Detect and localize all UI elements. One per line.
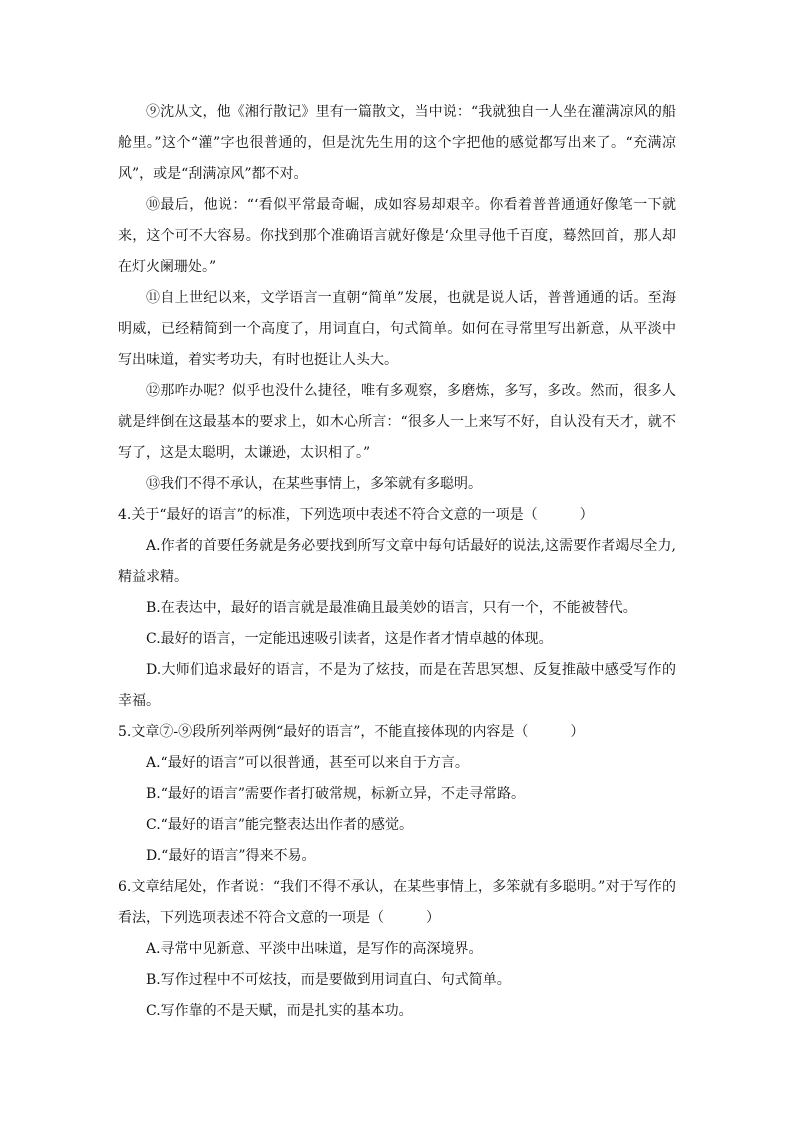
- question-4-option-c: C.最好的语言，一定能迅速吸引读者，这是作者才情卓越的体现。: [146, 631, 553, 647]
- document-page: [118, 97, 676, 1027]
- question-5-option-d: D.“最好的语言”得来不易。: [146, 848, 316, 864]
- passage-paragraph-12: ⑫那咋办呢？似乎也没什么捷径，唯有多观察，多磨炼，多写，多改。然而，很多人就是绊倒在这最基本的要求上，如木心所言：“很多人一上来写不好，自认没有天才，就不写了，这是太聪明，太谦逊，太识相了。”: [118, 383, 676, 461]
- question-4-option-d: D.大师们追求最好的语言，不是为了炫技，而是在苦思冥想、反复推敲中感受写作的幸福。: [118, 662, 676, 709]
- question-4-option-b: B.在表达中，最好的语言就是最准确且最美妙的语言，只有一个，不能被替代。: [146, 600, 637, 616]
- passage-paragraph-9: ⑨沈从文，他《湘行散记》里有一篇散文，当中说：“我就独自一人坐在灌满凉风的船舱里。”这个“灌”字也很普通的，但是沈先生用的这个字把他的感觉都写出来了。“充满凉风”，或是“刮满凉风”都不对。: [118, 104, 676, 182]
- question-6-stem: 6.文章结尾处，作者说：“我们不得不承认，在某些事情上，多笨就有多聪明。”对于写作的看法，下列选项表述不符合文意的一项是（ ）: [118, 879, 676, 926]
- question-4-option-a: A.作者的首要任务就是务必要找到所写文章中每句话最好的说法,这需要作者竭尽全力,精益求精。: [118, 538, 676, 585]
- question-5-option-a: A.“最好的语言”可以很普通，甚至可以来自于方言。: [146, 755, 469, 771]
- question-5-stem: 5.文章⑦-⑨段所列举两例“最好的语言”，不能直接体现的内容是（ ）: [118, 724, 585, 740]
- question-6-option-c: C.写作靠的不是天赋，而是扎实的基本功。: [146, 1003, 413, 1019]
- question-6-option-b: B.写作过程中不可炫技，而是要做到用词直白、句式简单。: [146, 972, 511, 988]
- passage-paragraph-10: ⑩最后，他说：“‘看似平常最奇崛，成如容易却艰辛。你看着普普通通好像笔一下就来，这个可不大容易。你找到那个准确语言就好像是‘众里寻他千百度，蓦然回首，那人却在灯火阑珊处。”: [118, 197, 676, 275]
- question-5-option-b: B.“最好的语言”需要作者打破常规，标新立异，不走寻常路。: [146, 786, 526, 802]
- question-4-stem: 4.关于“最好的语言”的标准，下列选项中表述不符合文意的一项是（ ）: [118, 507, 594, 523]
- passage-paragraph-11: ⑪自上世纪以来，文学语言一直朝“简单”发展，也就是说人话，普普通通的话。至海明威，已经精简到一个高度了，用词直白，句式简单。如何在寻常里写出新意，从平淡中写出味道，着实考功夫，有时也挺让人头大。: [118, 290, 676, 368]
- question-5-option-c: C.“最好的语言”能完整表达出作者的感觉。: [146, 817, 413, 833]
- passage-paragraph-13: ⑬我们不得不承认，在某些事情上，多笨就有多聪明。: [146, 476, 482, 492]
- question-6-option-a: A.寻常中见新意、平淡中出味道，是写作的高深境界。: [146, 941, 483, 957]
